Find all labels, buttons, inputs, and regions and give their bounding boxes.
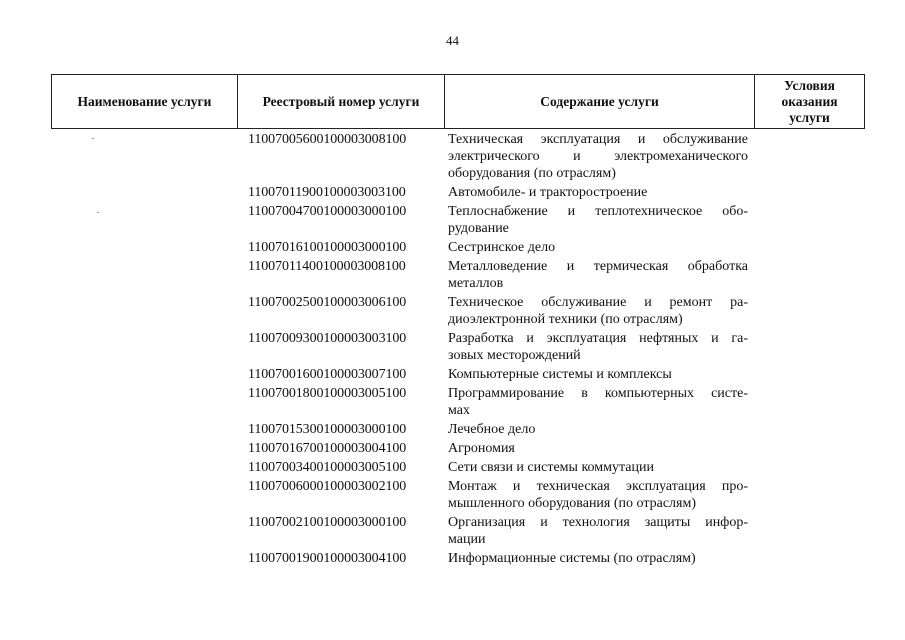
registry-number: 11007016100100003000100 bbox=[248, 240, 407, 255]
service-content-line: Агрономия bbox=[448, 441, 515, 456]
service-content bbox=[448, 550, 748, 567]
service-content bbox=[448, 239, 748, 256]
registry-number: 11007009300100003003100 bbox=[248, 331, 407, 346]
table-row bbox=[248, 330, 758, 364]
table-row bbox=[248, 239, 758, 256]
service-content bbox=[448, 294, 748, 328]
header-service-content: Содержание услуги bbox=[445, 75, 755, 128]
registry-number: 11007011900100003003100 bbox=[248, 185, 406, 200]
registry-number: 11007003400100003005100 bbox=[248, 460, 407, 475]
service-content-line: зовых месторождений bbox=[448, 348, 581, 363]
service-content bbox=[448, 258, 748, 292]
header-service-conditions: Условия оказания услуги bbox=[781, 77, 838, 125]
table-row bbox=[248, 440, 758, 457]
service-content bbox=[448, 440, 748, 457]
table-row bbox=[248, 550, 758, 567]
service-content bbox=[448, 385, 748, 419]
service-content-line: Программирование в компьютерных систе- bbox=[448, 386, 748, 401]
registry-number: 11007001800100003005100 bbox=[248, 386, 407, 401]
service-content-line: оборудования (по отраслям) bbox=[448, 166, 616, 181]
service-content bbox=[448, 478, 748, 512]
service-content bbox=[448, 514, 748, 548]
service-content-line: Техническая эксплуатация и обслуживание bbox=[448, 132, 748, 147]
service-content bbox=[448, 203, 748, 237]
registry-number: 11007002100100003000100 bbox=[248, 515, 407, 530]
registry-number: 11007002500100003006100 bbox=[248, 295, 407, 310]
registry-number: 11007001900100003004100 bbox=[248, 551, 407, 566]
service-content-line: Автомобиле- и тракторостроение bbox=[448, 185, 648, 200]
table-row bbox=[248, 459, 758, 476]
registry-number: 11007006000100003002100 bbox=[248, 479, 407, 494]
service-content-line: Разработка и эксплуатация нефтяных и га- bbox=[448, 331, 748, 346]
scan-speck bbox=[92, 138, 94, 139]
scan-speck bbox=[97, 212, 99, 213]
table-row bbox=[248, 385, 758, 419]
table-row bbox=[248, 421, 758, 438]
service-content-line: электрического и электромеханического bbox=[448, 149, 748, 164]
header-registry-number: Реестровый номер услуги bbox=[238, 75, 445, 128]
service-content-line: Компьютерные системы и комплексы bbox=[448, 367, 672, 382]
table-header bbox=[51, 74, 865, 129]
registry-number: 11007011400100003008100 bbox=[248, 259, 406, 274]
service-content bbox=[448, 184, 748, 201]
service-content bbox=[448, 366, 748, 383]
service-content-line: Техническое обслуживание и ремонт ра- bbox=[448, 295, 748, 310]
service-content bbox=[448, 330, 748, 364]
registry-number: 11007005600100003008100 bbox=[248, 132, 407, 147]
table-row bbox=[248, 514, 758, 548]
service-content-line: Лечебное дело bbox=[448, 422, 536, 437]
table-row bbox=[248, 203, 758, 237]
table-row bbox=[248, 258, 758, 292]
service-content-line: Информационные системы (по отраслям) bbox=[448, 551, 696, 566]
service-content bbox=[448, 421, 748, 438]
service-content-line: Металловедение и термическая обработка bbox=[448, 259, 748, 274]
service-content-line: мации bbox=[448, 532, 486, 547]
table-row bbox=[248, 131, 758, 182]
table-row bbox=[248, 294, 758, 328]
table-row bbox=[248, 184, 758, 201]
service-content-line: мышленного оборудования (по отраслям) bbox=[448, 496, 697, 511]
registry-number: 11007016700100003004100 bbox=[248, 441, 407, 456]
service-content-line: Сети связи и системы коммутации bbox=[448, 460, 654, 475]
table-row bbox=[248, 478, 758, 512]
table-body bbox=[248, 131, 758, 569]
header-service-name: Наименование услуги bbox=[52, 75, 238, 128]
service-content-line: мах bbox=[448, 403, 470, 418]
registry-number: 11007001600100003007100 bbox=[248, 367, 407, 382]
registry-number: 11007015300100003000100 bbox=[248, 422, 407, 437]
registry-number: 11007004700100003000100 bbox=[248, 204, 407, 219]
service-content-line: Теплоснабжение и теплотехническое обо- bbox=[448, 204, 748, 219]
page-number: 44 bbox=[446, 33, 459, 48]
service-content-line: металлов bbox=[448, 276, 504, 291]
table-row bbox=[248, 366, 758, 383]
service-content bbox=[448, 131, 748, 182]
service-content-line: Сестринское дело bbox=[448, 240, 556, 255]
service-content-line: Организация и технология защиты инфор- bbox=[448, 515, 748, 530]
service-content-line: Монтаж и техническая эксплуатация про- bbox=[448, 479, 748, 494]
service-content-line: рудование bbox=[448, 221, 509, 236]
service-content-line: диоэлектронной техники (по отраслям) bbox=[448, 312, 683, 327]
service-content bbox=[448, 459, 748, 476]
